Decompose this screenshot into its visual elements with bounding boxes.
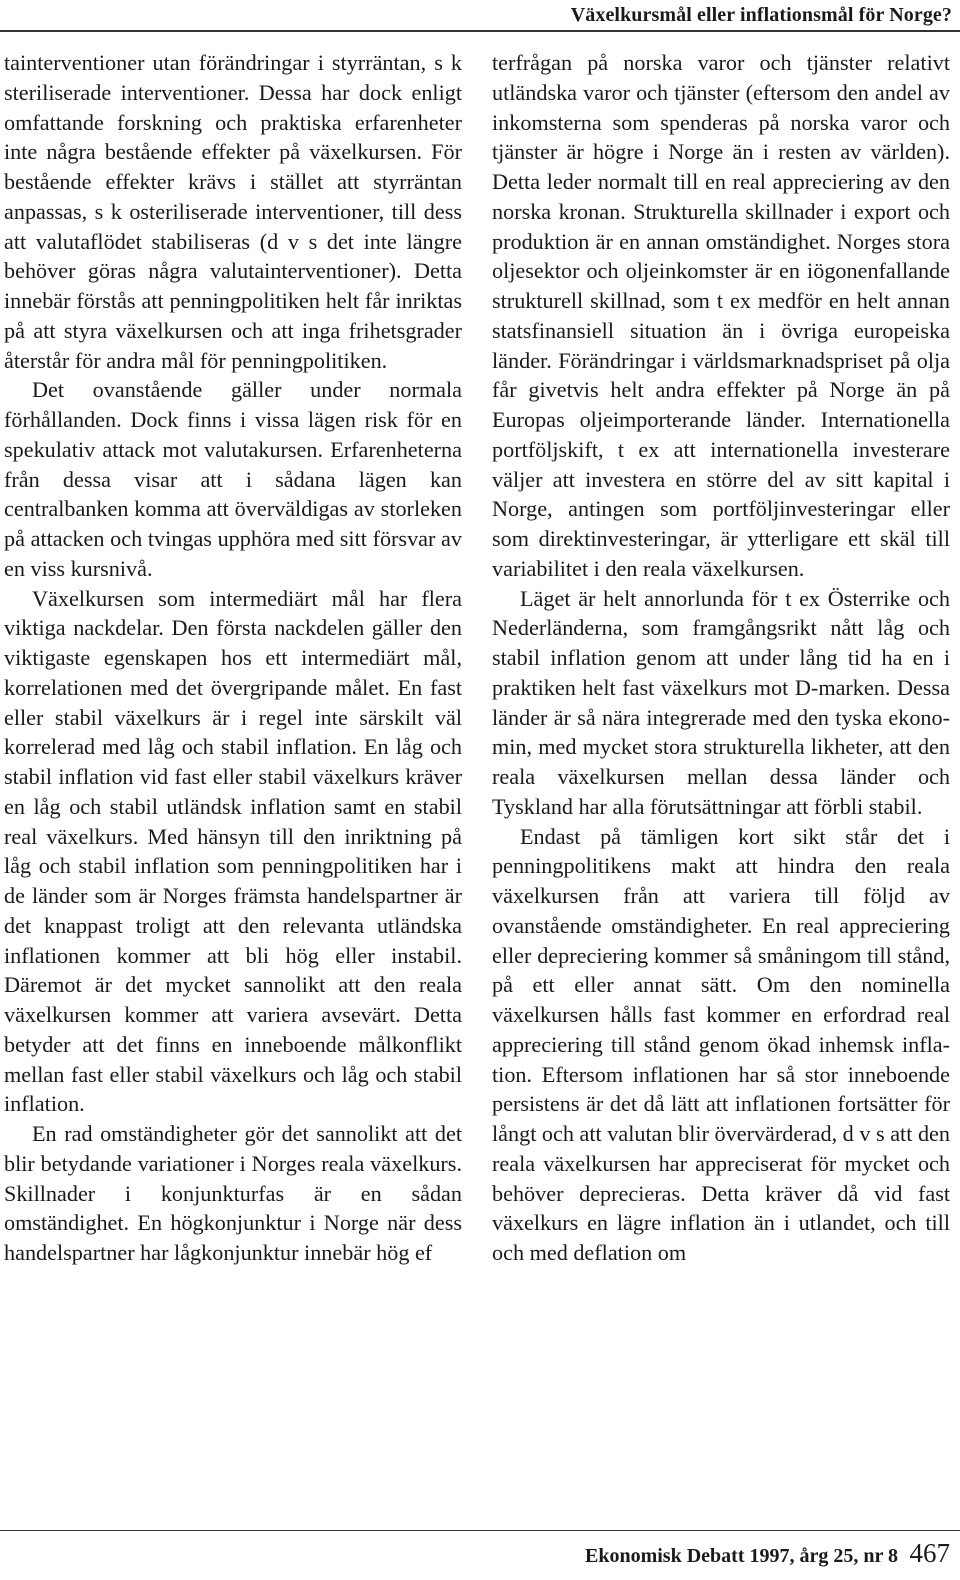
left-paragraph-3: Växelkursen som intermediärt mål har flera viktiga nackdelar. Den första nackdelen gäller den viktigaste egenskapen hos ett intermediärt mål, korrelationen med det övergripande målet. En fast eller stabil växelkurs är i regel inte särskilt väl korrelerad med låg och stabil inflation. En låg och stabil inflation vid fast eller stabil växelkurs kräver en låg och stabil utländsk inflation samt en stabil real växelkurs. Med hänsyn till den inriktning på låg och stabil inflation som penningpolitiken har i de länder som är Norges främsta handelspartner är det knappast troligt att den relevanta utländska inflationen kommer att bli hög eller instabil. Däremot är det mycket sannolikt att den reala växelkursen kommer att variera avsevärt. Detta betyder att det finns en inneboende målkonflikt mellan fast eller stabil växelkurs och låg och stabil inflation. [4, 585, 462, 1117]
journal-citation: Ekonomisk Debatt 1997, årg 25, nr 8 [585, 1545, 898, 1567]
footer [585, 1538, 950, 1569]
header-rule [0, 30, 960, 32]
left-column [4, 48, 462, 1268]
left-paragraph-4: En rad omständigheter gör det sannolikt att det blir betydande variationer i Norges reala växelkurs. Skillnader i konjunkturfas är en sådan omständighet. En högkonjunktur i Norge när dess handelspartner har lågkonjunktur innebär hög ef [4, 1121, 462, 1265]
footer-rule [0, 1530, 960, 1531]
right-column [492, 48, 950, 1268]
right-paragraph-1: terfrågan på norska varor och tjänster relativt utländska varor och tjänster (eftersom den andel av inkomsterna som spenderas på norska varor och tjänster är högre i Norge än i resten av världen). Detta leder normalt till en real appreciering av den norska kronan. Strukturella skillnader i export och produktion är en annan omständighet. Norges stora oljesektor och oljeinkomster är en iögonenfallande strukturell skillnad, som t ex medför en helt annan statsfinansiell situation än i övriga europeiska länder. Förändringar i världsmarknadspriset på olja får givetvis helt andra effekter på Norge än på Europas oljeimporterande länder. Internationella portföljskift, t ex att internationella investerare väljer att investera en större del av sitt kapital i Norge, antingen som portföljinvesteringar eller som direktinvesteringar, är ytterligare ett skäl till variabilitet i den reala växelkursen. [492, 50, 950, 581]
right-paragraph-2: Läget är helt annorlunda för t ex Österrike och Nederländerna, som framgångsrikt nått låg och stabil inflation genom att under lång tid ha en i praktiken helt fast växelkurs mot D-marken. Dessa länder är så nära integrerade med den tyska ekonomin, med mycket stora strukturella likheter, att den reala växelkursen mellan dessa länder och Tyskland har alla förutsättningar att förbli stabil. [492, 585, 950, 819]
running-title: Växelkursmål eller inflationsmål för Norge? [570, 4, 952, 26]
page-number: 467 [909, 1538, 950, 1568]
left-paragraph-2: Det ovanstående gäller under normala förhållanden. Dock finns i vissa lägen risk för en spekulativ attack mot valutakursen. Erfarenheterna från dessa visar att i sådana lägen kan centralbanken komma att överväldigas av storleken på attacken och tvingas upphöra med sitt försvar av en viss kursnivå. [4, 377, 462, 581]
left-paragraph-1: tainterventioner utan förändringar i styrräntan, s k steriliserade interventioner. Dessa har dock enligt omfattande forskning och praktiska erfarenheter inte några bestående effekter på växelkursen. För bestående effekter krävs i stället att styrräntan anpassas, s k osteriliserade interventioner, till dess att valutaflödet stabiliseras (d v s det inte längre behöver göras några valutainterventioner). Detta innebär förstås att penningpolitiken helt får inriktas på att styra växelkursen och att inga frihetsgrader återstår för andra mål för penningpolitiken. [4, 50, 462, 373]
right-paragraph-3: Endast på tämligen kort sikt står det i penningpolitikens makt att hindra den reala växelkursen från att variera till följd av ovanstående omständigheter. En real appreciering eller depreciering kommer så småningom till stånd, på ett eller annat sätt. Om den nominella växelkursen hålls fast kommer en erfordrad real appreciering till stånd genom ökad inhemsk inflation. Eftersom inflationen har så stor inneboende persistens är det då lätt att inflationen fortsätter för långt och att valutan blir övervärderad, d v s att den reala växelkursen har appreciserat för mycket och behöver deprecieras. Detta kräver då vid fast växelkurs en lägre inflation än i utlandet, och till och med deflation om [492, 823, 950, 1265]
